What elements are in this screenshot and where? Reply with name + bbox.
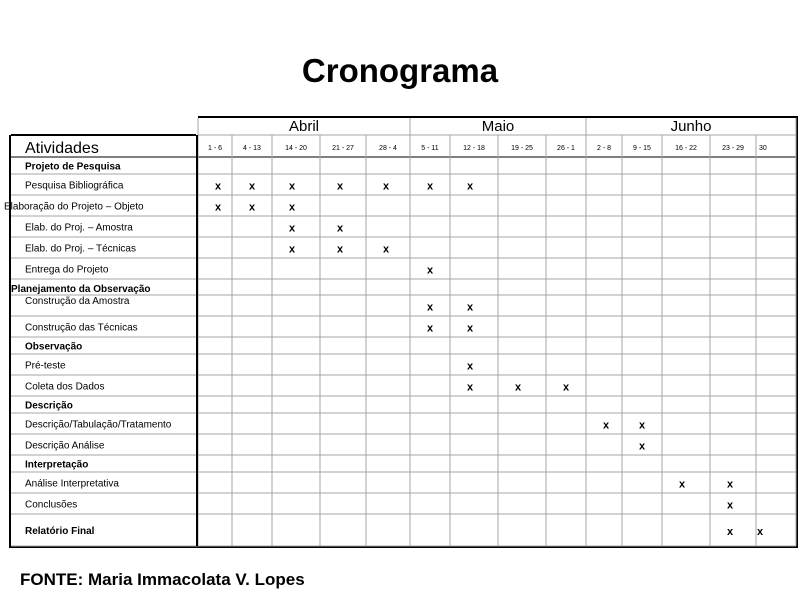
schedule-mark: x	[514, 381, 522, 394]
schedule-mark: x	[288, 222, 296, 235]
schedule-mark: x	[466, 381, 474, 394]
week-header: 4 - 13	[243, 145, 261, 152]
schedule-mark: x	[426, 264, 434, 277]
schedule-mark: x	[426, 301, 434, 314]
month-header: Junho	[670, 118, 712, 135]
activity-label: Pesquisa Bibliográfica	[25, 180, 124, 192]
schedule-mark: x	[466, 360, 474, 373]
activity-label: Elaboração do Projeto – Objeto	[4, 201, 144, 213]
week-header: 9 - 15	[633, 145, 651, 152]
schedule-mark: x	[678, 478, 686, 491]
schedule-mark: x	[214, 180, 222, 193]
week-header: 21 - 27	[332, 145, 354, 152]
schedule-mark: x	[288, 180, 296, 193]
activity-label: Conclusões	[25, 499, 78, 511]
schedule-mark: x	[214, 201, 222, 214]
source-note: FONTE: Maria Immacolata V. Lopes	[20, 570, 305, 589]
week-header: 26 - 1	[557, 145, 575, 152]
week-header: 14 - 20	[285, 145, 307, 152]
week-header: 12 - 18	[463, 145, 485, 152]
activity-label: Descrição/Tabulação/Tratamento	[25, 419, 172, 431]
week-header: 19 - 25	[511, 145, 533, 152]
activity-label: Pré-teste	[25, 360, 66, 372]
schedule-mark: x	[248, 180, 256, 193]
week-header: 16 - 22	[675, 145, 697, 152]
week-header: 30	[759, 145, 767, 152]
activity-label: Construção da Amostra	[25, 296, 130, 307]
schedule-mark: x	[466, 301, 474, 314]
schedule-mark: x	[638, 419, 646, 432]
activity-label: Entrega do Projeto	[25, 264, 109, 276]
week-header: 28 - 4	[379, 145, 397, 152]
section-label: Planejamento da Observação	[11, 284, 151, 295]
schedule-mark: x	[562, 381, 570, 394]
section-label: Observação	[25, 341, 83, 353]
week-header: 5 - 11	[421, 145, 439, 152]
activity-label: Descrição Análise	[25, 440, 105, 452]
activity-label: Construção das Técnicas	[25, 322, 138, 334]
page-title: Cronograma	[301, 52, 499, 89]
activity-label: Coleta dos Dados	[25, 381, 105, 393]
schedule-mark: x	[288, 201, 296, 214]
activity-label: Análise Interpretativa	[25, 478, 119, 490]
section-label: Descrição	[25, 400, 73, 412]
schedule-mark: x	[426, 322, 434, 335]
schedule-mark: x	[726, 526, 734, 538]
schedule-mark: x	[466, 180, 474, 193]
schedule-mark: x	[638, 440, 646, 453]
schedule-mark: x	[248, 201, 256, 214]
schedule-mark: x	[602, 419, 610, 432]
activity-label: Elab. do Proj. – Amostra	[25, 222, 133, 234]
week-header: 23 - 29	[722, 145, 744, 152]
schedule-mark: x	[336, 243, 344, 256]
section-label: Projeto de Pesquisa	[25, 161, 121, 173]
month-header: Abril	[288, 118, 320, 135]
section-label: Relatório Final	[25, 526, 95, 537]
activities-header: Atividades	[25, 140, 99, 157]
schedule-mark: x	[336, 180, 344, 193]
schedule-mark: x	[726, 499, 734, 512]
month-header: Maio	[481, 118, 515, 135]
schedule-mark: x	[756, 526, 764, 538]
schedule-mark: x	[382, 180, 390, 193]
activity-label: Elab. do Proj. – Técnicas	[25, 243, 136, 255]
section-label: Interpretação	[25, 459, 89, 471]
week-header: 2 - 8	[596, 145, 612, 152]
schedule-mark: x	[426, 180, 434, 193]
schedule-mark: x	[336, 222, 344, 235]
schedule-mark: x	[288, 243, 296, 256]
schedule-mark: x	[382, 243, 390, 256]
schedule-mark: x	[466, 322, 474, 335]
schedule-mark: x	[726, 478, 734, 491]
header-corner	[11, 118, 196, 135]
week-header: 1 - 6	[207, 145, 223, 152]
